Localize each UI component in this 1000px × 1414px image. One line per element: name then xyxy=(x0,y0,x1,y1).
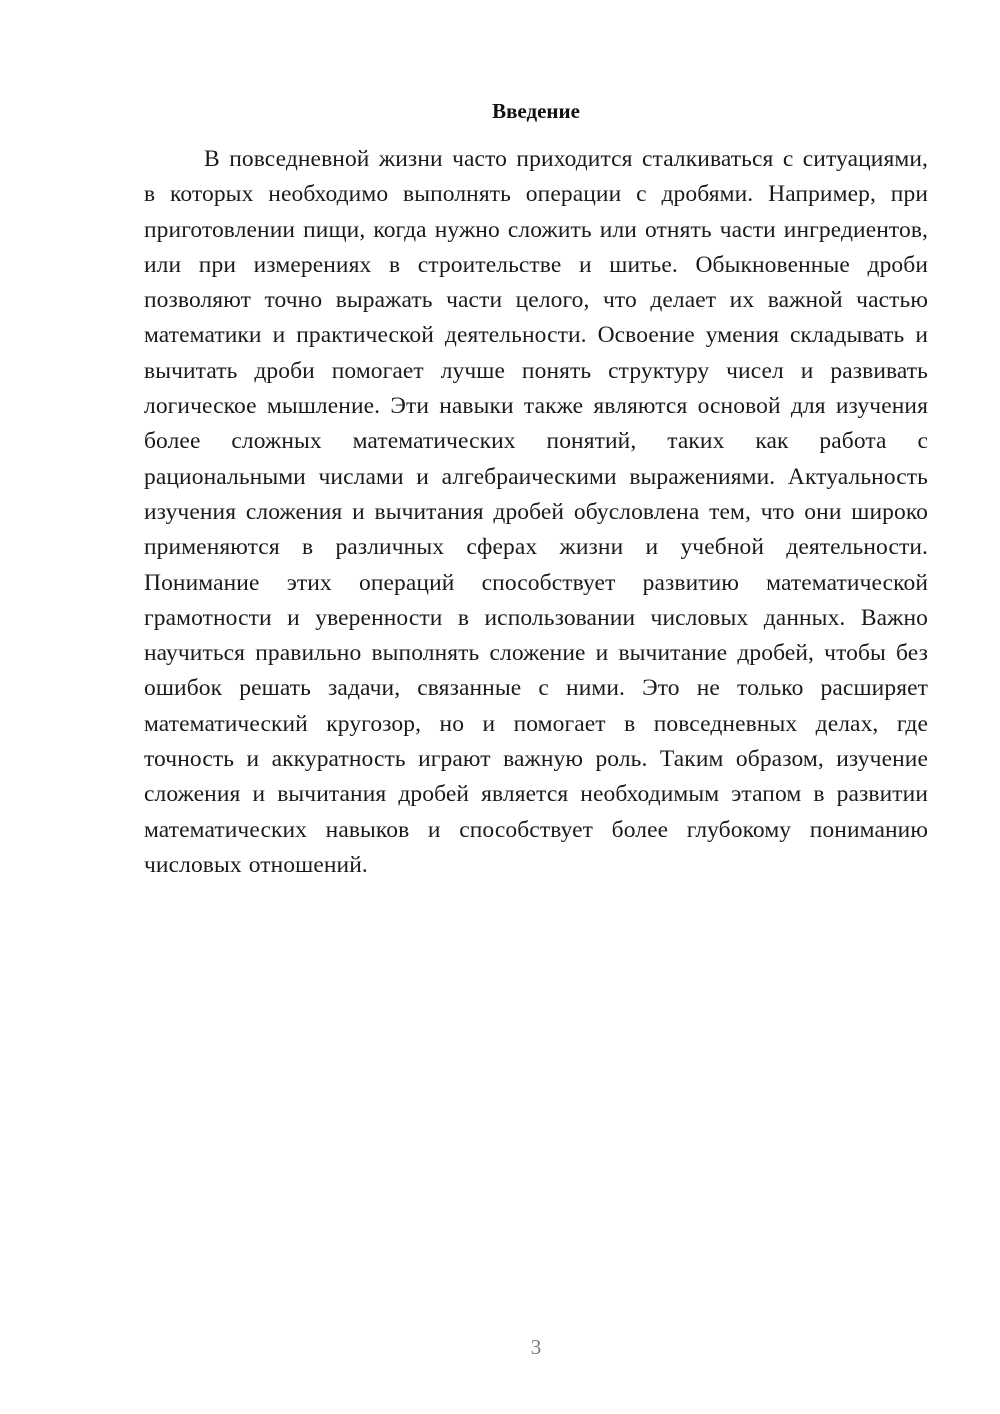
section-title: Введение xyxy=(492,99,580,123)
body-paragraph: В повседневной жизни часто приходится сталкиваться с ситуациями, в которых необходимо выполнять операции с дробями. Например, при приготовлении пищи, когда нужно сложить или отнять части ингредиентов, или при измерениях в строительстве и шитье. Обыкновенные дроби позволяют точно выражать части целого, что делает их важной частью математики и практической деятельности. Освоение умения складывать и вычитать дроби помогает лучше понять структуру чисел и развивать логическое мышление. Эти навыки также являются основой для изучения более сложных математических понятий, таких как работа с рациональными числами и алгебраическими выражениями. Актуальность изучения сложения и вычитания дробей обусловлена тем, что они широко применяются в различных сферах жизни и учебной деятельности. Понимание этих операций способствует развитию математической грамотности и уверенности в использовании числовых данных. Важно научиться правильно выполнять сложение и вычитание дробей, чтобы без ошибок решать задачи, связанные с ними. Это не только расширяет математический кругозор, но и помогает в повседневных делах, где точность и аккуратность играют важную роль. Таким образом, изучение сложения и вычитания дробей является необходимым этапом в развитии математических навыков и способствует более глубокому пониманию числовых отношений. xyxy=(144,146,928,878)
page-number: 3 xyxy=(530,1335,542,1359)
